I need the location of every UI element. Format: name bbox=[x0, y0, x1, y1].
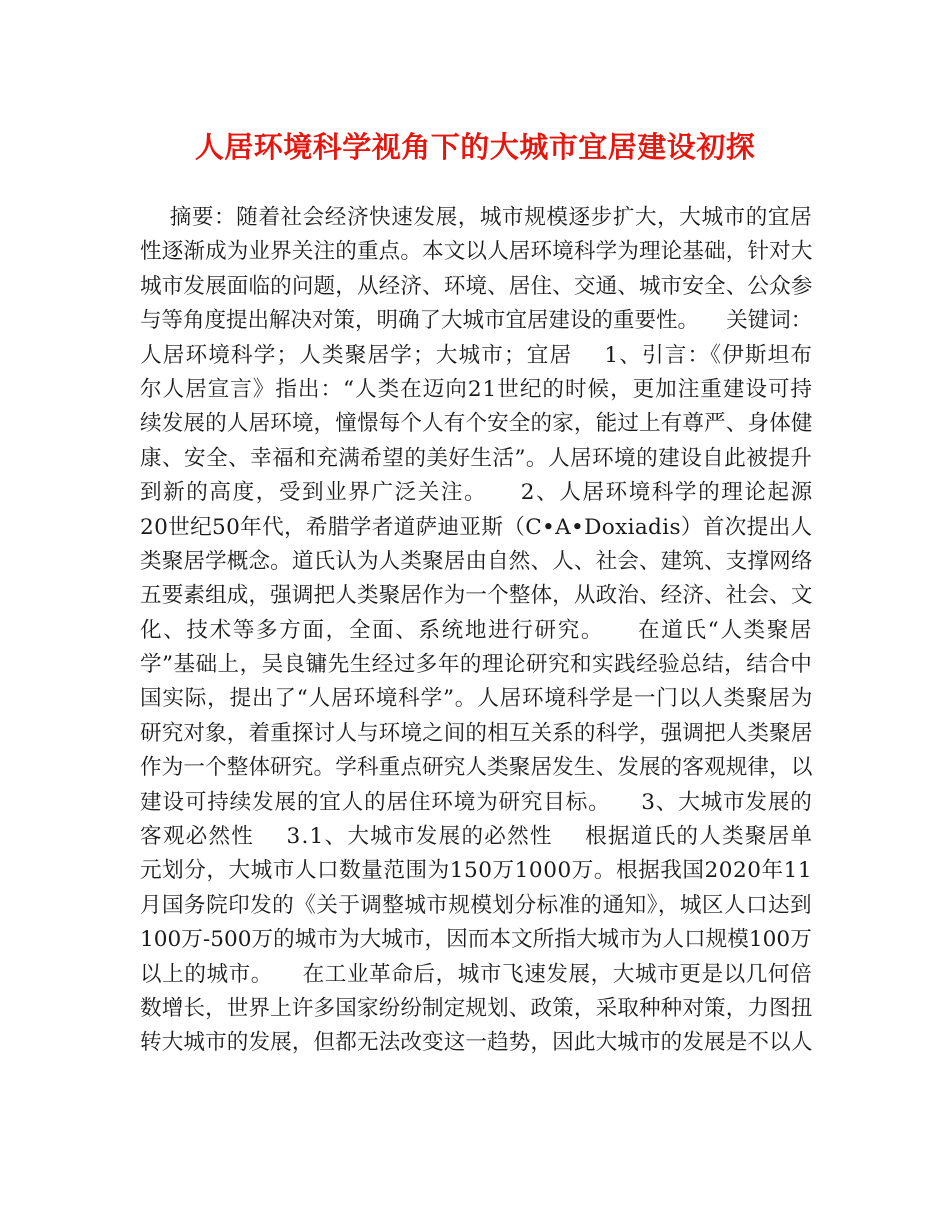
body-line: 客观必然性 3.1、大城市发展的必然性 根据道氏的人类聚居单 bbox=[140, 824, 814, 850]
body-line: 康、安全、幸福和充满希望的美好生活”。人居环境的建设自此被提升 bbox=[140, 445, 813, 471]
body-line: 尔人居宣言》指出：“人类在迈向21世纪的时候，更加注重建设可持 bbox=[140, 376, 814, 402]
body-line: 学”基础上，吴良镛先生经过多年的理论研究和实践经验总结，结合中 bbox=[140, 652, 813, 678]
body-line: 月国务院印发的《关于调整城市规模划分标准的通知》，城区人口达到 bbox=[140, 892, 813, 918]
document-body bbox=[140, 201, 812, 1061]
body-line: 研究对象，着重探讨人与环境之间的相互关系的科学，强调把人类聚居 bbox=[140, 720, 813, 746]
body-line: 化、技术等多方面，全面、系统地进行研究。 在道氏“人类聚居 bbox=[140, 617, 814, 643]
body-line: 性逐渐成为业界关注的重点。本文以人居环境科学为理论基础，针对大 bbox=[140, 239, 813, 265]
body-line: 类聚居学概念。道氏认为人类聚居由自然、人、社会、建筑、支撑网络 bbox=[140, 548, 813, 574]
body-line: 五要素组成，强调把人类聚居作为一个整体，从政治、经济、社会、文 bbox=[140, 583, 813, 609]
body-line: 作为一个整体研究。学科重点研究人类聚居发生、发展的客观规律，以 bbox=[140, 755, 813, 781]
body-line: 摘要：随着社会经济快速发展，城市规模逐步扩大，大城市的宜居 bbox=[140, 205, 813, 230]
body-line: 20世纪50年代，希腊学者道萨迪亚斯（C•A•Doxiadis）首次提出人 bbox=[140, 514, 813, 540]
document-title: 人居环境科学视角下的大城市宜居建设初探 bbox=[194, 130, 756, 164]
body-line: 人居环境科学；人类聚居学；大城市；宜居 1、引言：《伊斯坦布 bbox=[140, 342, 814, 368]
body-line: 续发展的人居环境，憧憬每个人有个安全的家，能过上有尊严、身体健 bbox=[140, 411, 813, 437]
body-line: 与等角度提出解决对策，明确了大城市宜居建设的重要性。 关键词： bbox=[140, 308, 813, 334]
body-line: 国实际，提出了“人居环境科学”。人居环境科学是一门以人类聚居为 bbox=[140, 686, 814, 712]
body-line: 转大城市的发展，但都无法改变这一趋势，因此大城市的发展是不以人 bbox=[140, 1030, 813, 1056]
body-line: 城市发展面临的问题，从经济、环境、居住、交通、城市安全、公众参 bbox=[140, 273, 813, 299]
body-line: 建设可持续发展的宜人的居住环境为研究目标。 3、大城市发展的 bbox=[140, 789, 813, 815]
body-line: 数增长，世界上许多国家纷纷制定规划、政策，采取种种对策，力图扭 bbox=[140, 995, 813, 1021]
body-line: 100万-500万的城市为大城市，因而本文所指大城市为人口规模100万 bbox=[140, 927, 812, 953]
body-line: 到新的高度，受到业界广泛关注。 2、人居环境科学的理论起源 bbox=[140, 480, 814, 506]
body-line: 以上的城市。 在工业革命后，城市飞速发展，大城市更是以几何倍 bbox=[140, 961, 813, 987]
body-line: 元划分，大城市人口数量范围为150万1000万。根据我国2020年11 bbox=[140, 858, 813, 884]
